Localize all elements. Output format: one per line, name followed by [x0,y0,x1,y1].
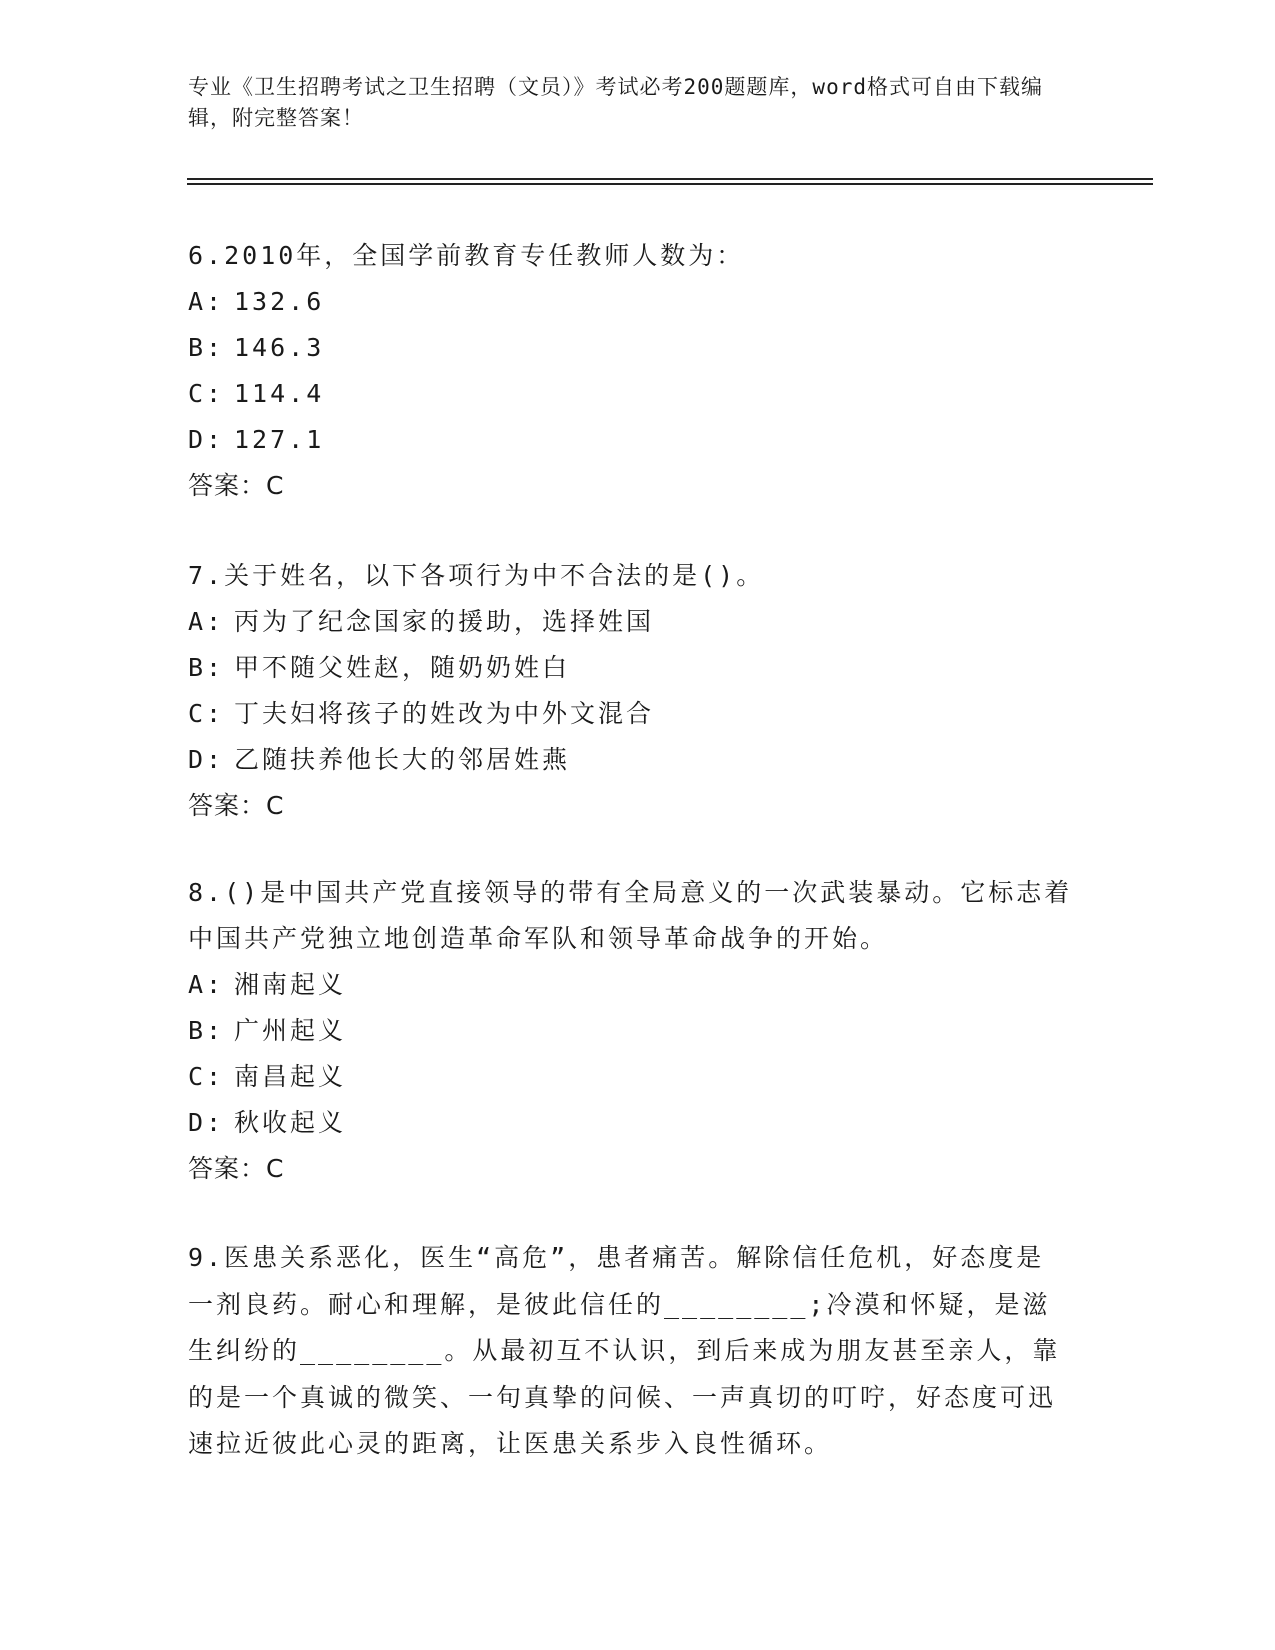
option-text: 秋收起义 [234,1108,347,1137]
question-stem: 6.2010年，全国学前教育专任教师人数为： [188,241,745,270]
question-8 [188,870,1088,1192]
option-key: C: [188,1062,225,1091]
header-rule-bottom [187,183,1153,185]
option-d [188,1100,1088,1146]
option-text: 南昌起义 [234,1062,347,1091]
question-stem: 8.()是中国共产党直接领导的带有全局意义的一次武装暴动。它标志着中国共产党独立地创造革命军队和领导革命战争的开始。 [188,878,1073,953]
answer-line: 答案：C [188,471,285,500]
option-text: 乙随扶养他长大的邻居姓燕 [234,745,571,774]
option-c [188,691,1088,737]
option-key: B: [188,1016,225,1045]
option-key: D: [188,425,225,454]
option-text: 146.3 [234,333,325,362]
option-key: B: [188,333,225,362]
question-6 [188,233,1088,509]
question-9 [188,1235,1068,1468]
option-text: 丙为了纪念国家的援助，选择姓国 [234,607,655,636]
option-key: A: [188,970,225,999]
question-stem: 9.医患关系恶化，医生“高危”，患者痛苦。解除信任危机，好态度是一剂良药。耐心和理解，是彼此信任的________;冷漠和怀疑，是滋生纠纷的________。从最初互不认识，到后来成为朋友甚至亲人，靠的是一个真诚的微笑、一句真挚的问候、一声真切的叮咛，好态度可迅速拉近彼此心灵的距离，让医患关系步入良性循环。 [188,1243,1061,1458]
option-b [188,1008,1088,1054]
option-d [188,417,1088,463]
option-a [188,962,1088,1008]
header-rule-top [187,178,1153,180]
option-text: 湘南起义 [234,970,347,999]
option-text: 114.4 [234,379,325,408]
answer-line: 答案：C [188,1154,285,1183]
document-header: 专业《卫生招聘考试之卫生招聘（文员）》考试必考200题题库，word格式可自由下载编辑，附完整答案！ [188,75,1043,130]
option-text: 丁夫妇将孩子的姓改为中外文混合 [234,699,655,728]
option-key: A: [188,607,225,636]
option-text: 广州起义 [234,1016,347,1045]
option-key: B: [188,653,225,682]
option-key: D: [188,745,225,774]
answer-line: 答案：C [188,791,285,820]
option-a [188,599,1088,645]
question-7 [188,553,1088,829]
question-stem: 7.关于姓名，以下各项行为中不合法的是()。 [188,561,765,590]
option-key: A: [188,287,225,316]
option-d [188,737,1088,783]
option-a [188,279,1088,325]
option-text: 甲不随父姓赵，随奶奶姓白 [234,653,571,682]
option-key: D: [188,1108,225,1137]
option-c [188,371,1088,417]
option-c [188,1054,1088,1100]
option-b [188,325,1088,371]
option-key: C: [188,699,225,728]
option-b [188,645,1088,691]
option-text: 127.1 [234,425,325,454]
option-key: C: [188,379,225,408]
option-text: 132.6 [234,287,325,316]
